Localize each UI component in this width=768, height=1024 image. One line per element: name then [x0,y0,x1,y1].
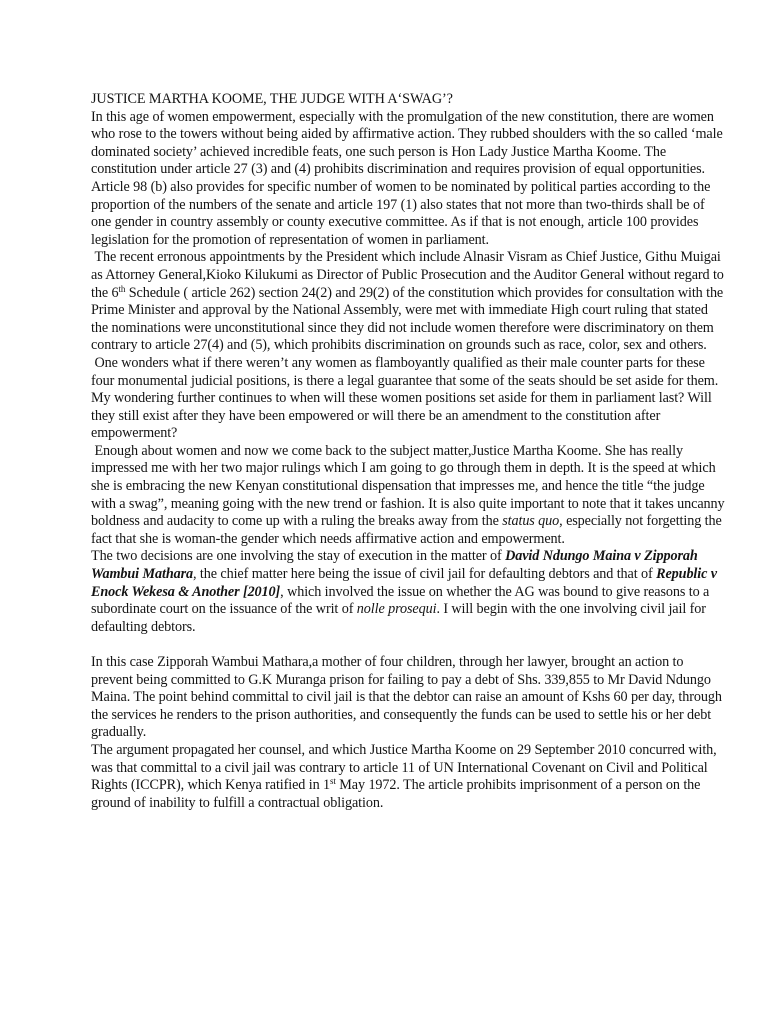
case-name-wekesa: Republic v Enock Wekesa & Another [2010] [91,566,717,600]
paragraph-decisions-text-b: , the chief matter here being the issue of civil jail for defaulting debtors and that of [193,566,657,583]
paragraph-appointments [91,249,728,355]
paragraph-spacer [91,636,728,654]
paragraph-appointments-text-a: The recent erronous appointments by the President which include Alnasir Visram as Chief Justice, Githu Muigai as Attorney General,Kioko Kilukumi as Director of Public Prosecution and the Auditor General without regard to the 6 [91,249,724,301]
paragraph-wondering-text: One wonders what if there weren’t any women as flamboyantly qualified as their male counter parts for these four monumental judicial positions, is there a legal guarantee that some of the seats should be set aside for them. My wondering further continues to when will these women positions set aside for them in parliament last? Will they still exist after they have been empowered or will there be an amendment to the constitution after empowerment? [91,354,719,442]
paragraph-mathara-case: In this case Zipporah Wambui Mathara,a mother of four children, through her lawyer, brought an action to prevent being committed to G.K Muranga prison for failing to pay a debt of Shs. 339,855 to Mr David Ndungo Maina. The point behind committal to civil jail is that the debtor can raise an amount of Kshs 60 per day, through the services he renders to the prison authorities, and consequently the funds can be used to settle his or her debt gradually. [91,654,722,741]
paragraph-decisions-text-d: . I will begin with the one involving civil jail for defaulting debtors. [91,601,706,635]
paragraph-koome-text-b: , especially not forgetting the fact that she is woman-the gender which needs affirmative action and empowerment. [91,513,722,547]
paragraph-decisions-text-c: , which involved the issue on whether the AG was bound to give reasons to a subordinate court on the issuance of the writ of [91,583,710,618]
paragraph-decisions-text-a: The two decisions are one involving the stay of execution in the matter of [91,548,506,565]
paragraph-koome [91,443,728,549]
paragraph-argument [91,742,728,812]
italic-nolle-prosequi: nolle prosequi [356,601,437,618]
paragraph-argument-text-a: The argument propagated her counsel, and which Justice Martha Koome on 29 September 2010 concurred with, was that committal to a civil jail was contrary to article 11 of UN International Covenant on Civil and Political Rights (ICCPR), which Kenya ratified in 1 [91,741,717,794]
ordinal-suffix: st [330,776,336,787]
paragraph-decisions [91,548,728,636]
paragraph-argument-text-b: May 1972. The article prohibits imprisonment of a person on the ground of inability to fulfill a contractual obligation. [91,777,701,811]
paragraph-appointments-text-b: Schedule ( article 262) section 24(2) and 29(2) of the constitution which provides for consultation with the Prime Minister and approval by the National Assembly, were met with immediate High court ruling that stated the nominations were unconstitutional since they did not include women therefore were discriminatory on them contrary to article 27(4) and (5), which prohibits discrimination on grounds such as race, color, sex and others. [91,284,724,354]
document-title: JUSTICE MARTHA KOOME, THE JUDGE WITH A‘SWAG’? [91,91,453,107]
case-name-maina: David Ndungo Maina v Zipporah Wambui Mathara [91,548,698,583]
paragraph-wondering [91,355,728,443]
paragraph-empowerment: In this age of women empowerment, especially with the promulgation of the new constitution, there are women who rose to the towers without being aided by affirmative action. They rubbed shoulders with the so called ‘male dominated society’ achieved incredible feats, one such person is Hon Lady Justice Martha Koome. The constitution under article 27 (3) and (4) prohibits discrimination and requires provision of equal opportunities. Article 98 (b) also provides for specific number of women to be nominated by political parties according to the proportion of the numbers of the senate and article 197 (1) also states that not more than two-thirds shall be of one gender in country assembly or county executive committee. As if that is not enough, article 100 provides legislation for the promotion of representation of women in parliament. [91,108,723,248]
paragraph-koome-text-a: Enough about women and now we come back to the subject matter,Justice Martha Koome. She has really impressed me with her two major rulings which I am going to go through them in depth. It is the speed at which she is embracing the new Kenyan constitutional dispensation that impresses me, and hence the title “the judge with a swag”, meaning going with the new trend or fashion. It is also quite important to note that it takes uncanny boldness and audacity to come up with a ruling the breaks away from the [91,442,725,530]
ordinal-suffix: th [118,283,126,294]
italic-status-quo: status quo [502,513,560,530]
